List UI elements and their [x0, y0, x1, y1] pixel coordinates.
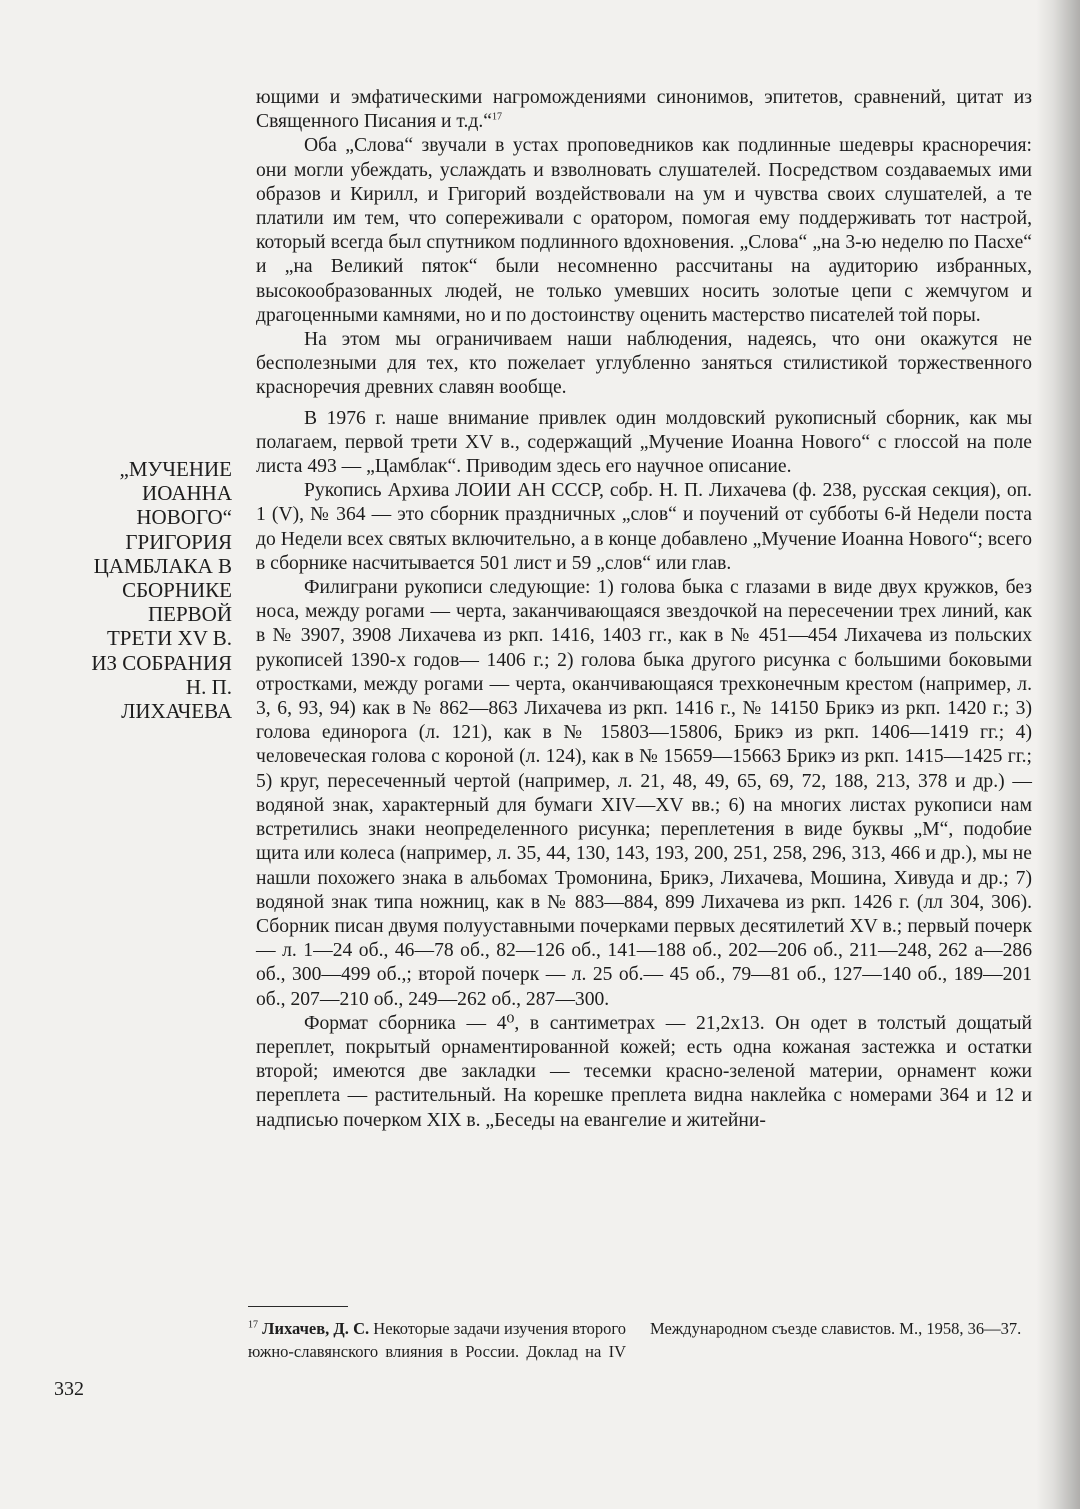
paragraph: Рукопись Архива ЛОИИ АН СССР, собр. Н. П. Лихачева (ф. 238, русская секция), оп. 1 (V), № 364 — это сборник праздничных „слов“ и поучений от субботы 6-й Недели поста до Недели всех святых включительно, а в конце добавлено „Мучение Иоанна Нового“; всего в сборнике насчитывается 501 лист и 59 „слов“ или глав. — [256, 480, 1032, 574]
footnote-number: 17 — [248, 1319, 258, 1331]
main-text-column — [256, 86, 1032, 1133]
paragraph: На этом мы ограничиваем наши наблюдения, надеясь, что они окажутся не бесполезными для тех, кто пожелает углубленно заняться стилистикой торжественного красноречия древних славян вообще. — [256, 329, 1032, 399]
footnote-reference[interactable]: 17 — [491, 111, 502, 123]
footnote-text: Некоторые задачи изучения второго южно-славянского влияния в России. Доклад на IV Международном съезде славистов. М., 1958, 36—37. — [248, 1319, 1022, 1361]
footnote-author: Лихачев, Д. С. — [262, 1319, 370, 1338]
footnote-divider — [248, 1306, 348, 1307]
paragraph: В 1976 г. наше внимание привлек один молдовский рукописный сборник, как мы полагаем, первой трети XV в., содержащий „Мучение Иоанна Нового“ с глоссой на поле листа 493 — „Цамблак“. Приводим здесь его научное описание. — [256, 407, 1032, 478]
paragraph: Филиграни рукописи следующие: 1) голова быка с глазами в виде двух кружков, без носа, между рогами — черта, заканчивающаяся звездочкой на пересечении трех линий, как в № 3907, 3908 Лихачева из ркп. 1416, 1403 гг., как в № 451—454 Лихачева из польских рукописей 1390-х годов— 1406 г.; 2) голова быка другого рисунка с большими боковыми отростками, между рогами — черта, оканчивающаяся трехконечным крестом (например, л. 3, 6, 93, 94) как в № 862—863 Лихачева из ркп. 1416 г., № 14150 Брикэ из ркп. 1420 г.; 3) голова единорога (л. 121), как в № 15803—15806, Брикэ из ркп. 1406—1419 гг.; 4) человеческая голова с короной (л. 124), как в № 15659—15663 Брикэ из ркп. 1415—1425 гг.; 5) круг, пересеченный чертой (например, л. 21, 48, 49, 65, 69, 72, 188, 213, 378 и др.) — водяной знак, характерный для бумаги XIV—XV вв.; 6) на многих листах рукописи нам встретились знаки неопределенного рисунка; переплетения в виде буквы „М“, подобие щита или колеса (например, л. 35, 44, 130, 143, 193, 200, 251, 258, 296, 313, 466 и др.), мы не нашли похожего знака в альбомах Тромонина, Брикэ, Лихачева, Мошина, Хивуда и др.; 7) водяной знак типа ножниц, как в № 883—884, 899 Лихачева из ркп. 1426 г. (лл 304, 306). Сборник писан двумя полууставными почерками первых десятилетий XV в.; первый почерк — л. 1—24 об., 46—78 об., 82—126 об., 141—188 об., 202—206 об., 211—248, 262 а—286 об., 300—499 об.,; второй почерк — л. 25 об.— 45 об., 79—81 об., 127—140 об., 189—201 об., 207—210 об., 249—262 об., 287—300. — [256, 577, 1032, 1010]
page-number: 332 — [54, 1378, 84, 1400]
footnote — [248, 1317, 1028, 1363]
paragraph: Формат сборника — 4⁰, в сантиметрах — 21,2x13. Он одет в толстый дощатый переплет, покрытый орнаментированной кожей; есть одна кожаная застежка и остатки второй; имеются две закладки — тесемки красно-зеленой материи, орнамент кожи переплета — растительный. На корешке преплета видна наклейка с номерами 364 и 12 и надписью почерком XIX в. „Беседы на евангелие и житейни- — [256, 1012, 1032, 1131]
page-binding-shadow — [1036, 0, 1080, 1509]
paragraph: Оба „Слова“ звучали в устах проповедников как подлинные шедевры красноречия: они могли убеждать, услаждать и взволновать слушателей. Посредством создаваемых ими образов и Кирилл, и Григорий воздействовали на ум и чувства своих слушателей, а те платили им тем, что сопереживали с оратором, помогая ему поддерживать тот настрой, который всегда был спутником подлинного вдохновения. „Слова“ „на 3-ю неделю по Пасхе“ и „на Великий пяток“ были несомненно рассчитаны на аудиторию избранных, высокообразованных людей, не только умевших носить золотые цепи с жемчугом и драгоценными камнями, но и по достоинству оценить мастерство писателей той поры. — [256, 135, 1032, 326]
section-sidenote-heading: „МУЧЕНИЕ ИОАННА НОВОГО“ ГРИГОРИЯ ЦАМБЛАКА В СБОРНИКЕ ПЕРВОЙ ТРЕТИ XV В. ИЗ СОБРАНИЯ Н. П. ЛИХАЧЕВА — [91, 457, 232, 724]
paragraph-continuation: ющими и эмфатическими нагромождениями синонимов, эпитетов, сравнений, цитат из Священного Писания и т.д.“$^{17}$ — [256, 87, 1032, 133]
